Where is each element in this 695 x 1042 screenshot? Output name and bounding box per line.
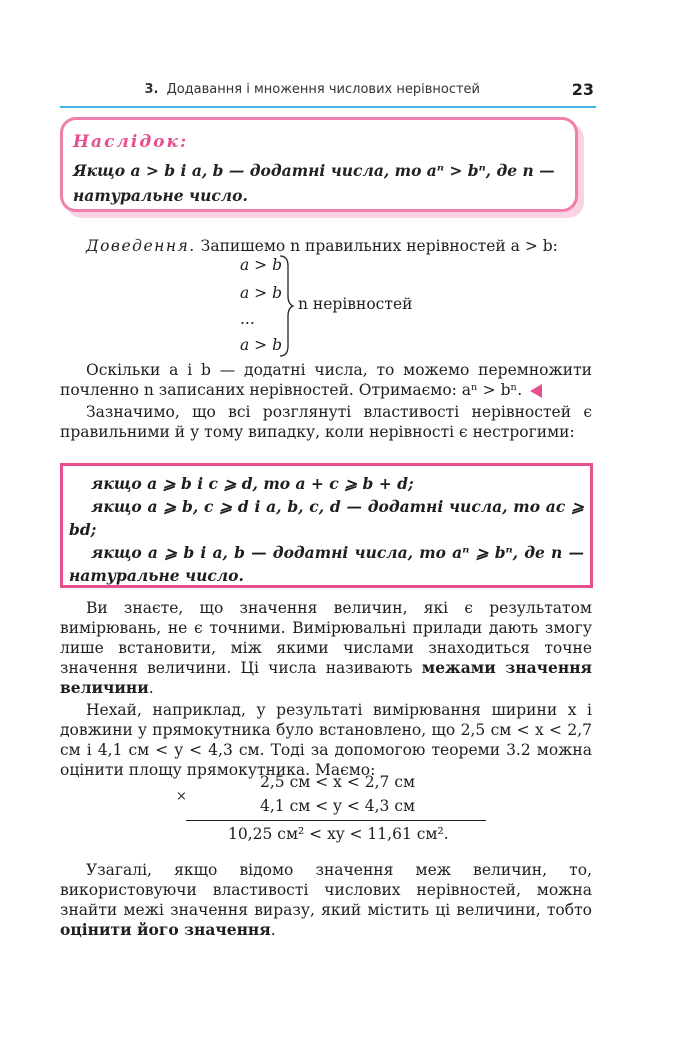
paragraph-final	[60, 860, 592, 940]
corollary-title: Наслідок:	[73, 132, 189, 152]
corollary-text: Якщо a > b і a, b — додатні числа, то aⁿ > bⁿ, де n — натуральне число.	[73, 161, 555, 205]
proof-paragraph	[60, 236, 592, 256]
system-row: ...	[240, 310, 255, 328]
multiply-sign: ×	[176, 789, 187, 804]
system-row: a > b	[240, 284, 283, 302]
brace-label: n нерівностей	[298, 295, 413, 313]
page-header	[60, 82, 596, 108]
properties-box	[60, 463, 593, 588]
end-of-proof-icon	[530, 384, 542, 398]
calc-divider	[186, 820, 486, 821]
calc-row-length: 4,1 см < y < 4,3 см	[260, 797, 416, 815]
property-product: якщо a ⩾ b, c ⩾ d і a, b, c, d — додатні числа, то ac ⩾ bd;	[69, 497, 584, 539]
conclusion-text: Оскільки a і b — додатні числа, то можемо перемножити почленно n записаних нерівностей. Отримаємо: aⁿ > bⁿ.	[60, 361, 592, 399]
corollary-box	[60, 117, 578, 212]
inequality-system	[240, 254, 490, 358]
final-term: оцінити його значення	[60, 920, 271, 939]
paragraph-measurement	[60, 598, 592, 698]
page-number: 23	[571, 80, 594, 99]
measurement-text: Ви знаєте, що значення величин, які є результатом вимірювань, не є точними. Вимірювальні прилади дають змогу лише встановити, між якими числами знаходиться точне значення величини. Ці числа називають	[60, 599, 592, 677]
final-end: .	[270, 921, 276, 939]
system-row: a > b	[240, 336, 283, 354]
paragraph-conclusion	[60, 360, 592, 400]
curly-brace-icon	[278, 254, 294, 358]
proof-text: Запишемо n правильних нерівностей a > b:	[200, 237, 558, 255]
calc-row-width: 2,5 см < x < 2,7 см	[260, 773, 416, 791]
proof-label: Доведення.	[86, 237, 196, 255]
measurement-end: .	[148, 679, 154, 697]
paragraph-example: Нехай, наприклад, у результаті вимірювання ширини x і довжини y прямокутника було встановлено, що 2,5 см < x < 2,7 см і 4,1 см < y < 4,3 см. Тоді за допомогою теореми 3.2 можна оцінити площу прямокутника. Маємо:	[60, 701, 592, 779]
chapter-title-text: Додавання і множення числових нерівностей	[166, 82, 480, 97]
chapter-number: 3.	[144, 82, 159, 97]
system-row: a > b	[240, 256, 283, 274]
chapter-title	[144, 82, 480, 97]
final-text: Узагалі, якщо відомо значення меж величин, то, використовуючи властивості числових нерівностей, можна знайти межі значення виразу, який містить ці величини, тобто	[60, 861, 592, 919]
calc-result: 10,25 см² < xy < 11,61 см².	[228, 825, 449, 843]
measurement-term: межами значення величини	[60, 658, 592, 697]
property-power: якщо a ⩾ b і a, b — додатні числа, то aⁿ ⩾ bⁿ, де n — натуральне число.	[69, 543, 584, 585]
paragraph-note: Зазначимо, що всі розглянуті властивості нерівностей є правильними й у тому випадку, коли нерівності є нестрогими:	[60, 403, 592, 441]
property-sum: якщо a ⩾ b і c ⩾ d, то a + c ⩾ b + d;	[91, 474, 414, 493]
multiplication-calc	[176, 773, 486, 843]
